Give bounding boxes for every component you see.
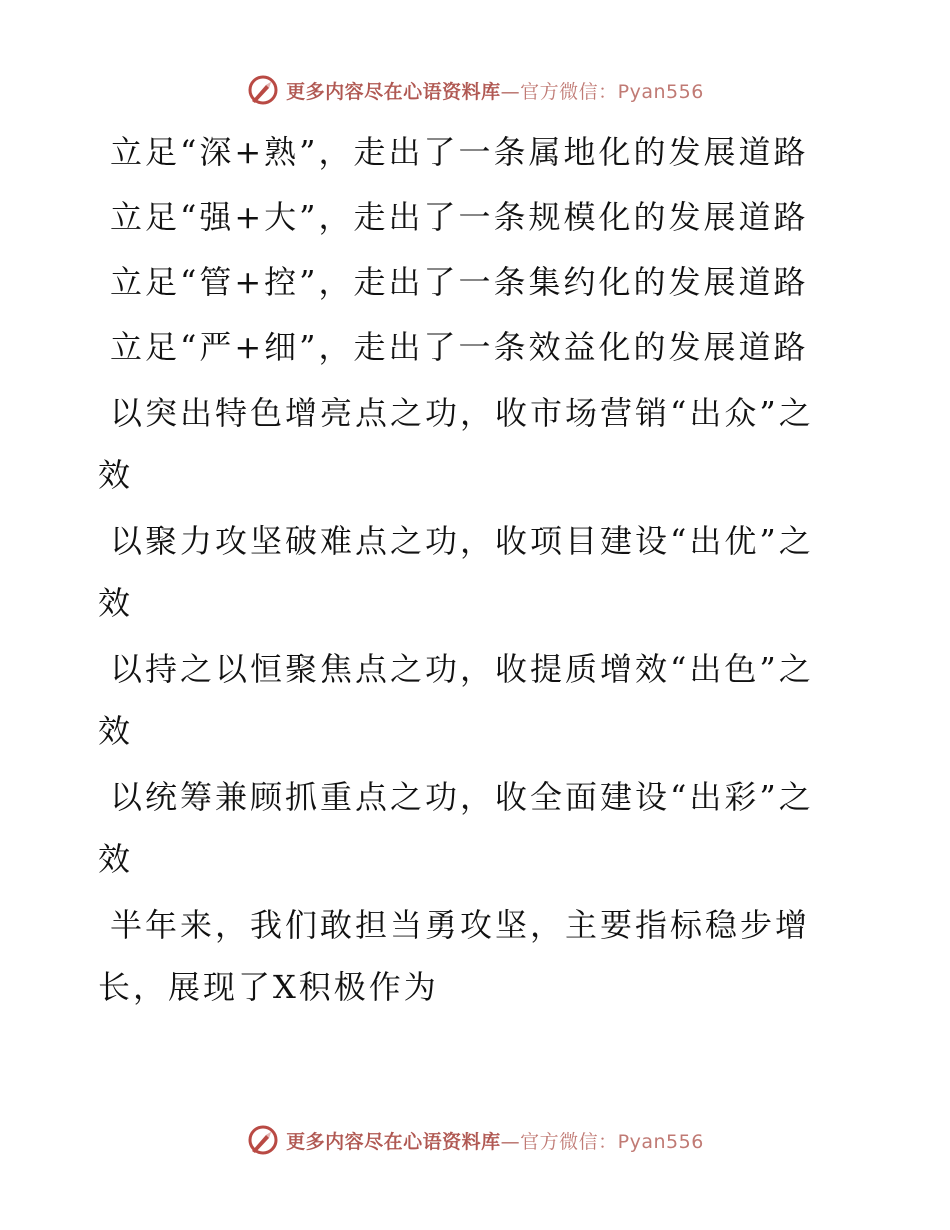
- text-line-1: 立足“深+熟”，走出了一条属地化的发展道路: [110, 133, 809, 171]
- text-line-4: 立足“严+细”，走出了一条效益化的发展道路: [110, 328, 809, 366]
- footer-banner: [0, 1120, 950, 1160]
- paragraph-3: [98, 638, 838, 762]
- header-wechat: 官方微信：Pyan556: [520, 80, 704, 103]
- paragraph-4: [98, 766, 838, 890]
- footer-site-name: 更多内容尽在心语资料库: [286, 1130, 501, 1153]
- text-line-2: 立足“强+大”，走出了一条规模化的发展道路: [110, 198, 809, 236]
- document-body: [98, 120, 838, 1022]
- paragraph-1: [98, 382, 838, 506]
- paragraph-5: [98, 894, 838, 1018]
- footer-banner-text: [286, 1127, 704, 1154]
- paragraph-1-line-2: 效: [98, 456, 134, 494]
- header-banner-text: [286, 77, 704, 104]
- paragraph-4-line-1: 以统筹兼顾抓重点之功，收全面建设“出彩”之: [110, 778, 814, 816]
- paragraph-3-line-1: 以持之以恒聚焦点之功，收提质增效“出色”之: [110, 650, 814, 688]
- footer-dash: —: [500, 1130, 521, 1153]
- paragraph-2-line-2: 效: [98, 584, 134, 622]
- paragraph-5-line-1: 半年来，我们敢担当勇攻坚，主要指标稳步增: [110, 906, 811, 944]
- paragraph-3-line-2: 效: [98, 712, 134, 750]
- paragraph-1-line-1: 以突出特色增亮点之功，收市场营销“出众”之: [110, 394, 814, 432]
- footer-wechat: 官方微信：Pyan556: [520, 1130, 704, 1153]
- header-banner: [0, 70, 950, 110]
- paragraph-5-line-2: 长，展现了X积极作为: [98, 968, 439, 1006]
- text-line-3: 立足“管+控”，走出了一条集约化的发展道路: [110, 263, 809, 301]
- paragraph-2-line-1: 以聚力攻坚破难点之功，收项目建设“出优”之: [110, 522, 814, 560]
- paragraph-4-line-2: 效: [98, 840, 134, 878]
- pen-logo-icon: [246, 73, 280, 107]
- paragraph-2: [98, 510, 838, 634]
- header-dash: —: [500, 80, 521, 103]
- pen-logo-icon: [246, 1123, 280, 1157]
- header-site-name: 更多内容尽在心语资料库: [286, 80, 501, 103]
